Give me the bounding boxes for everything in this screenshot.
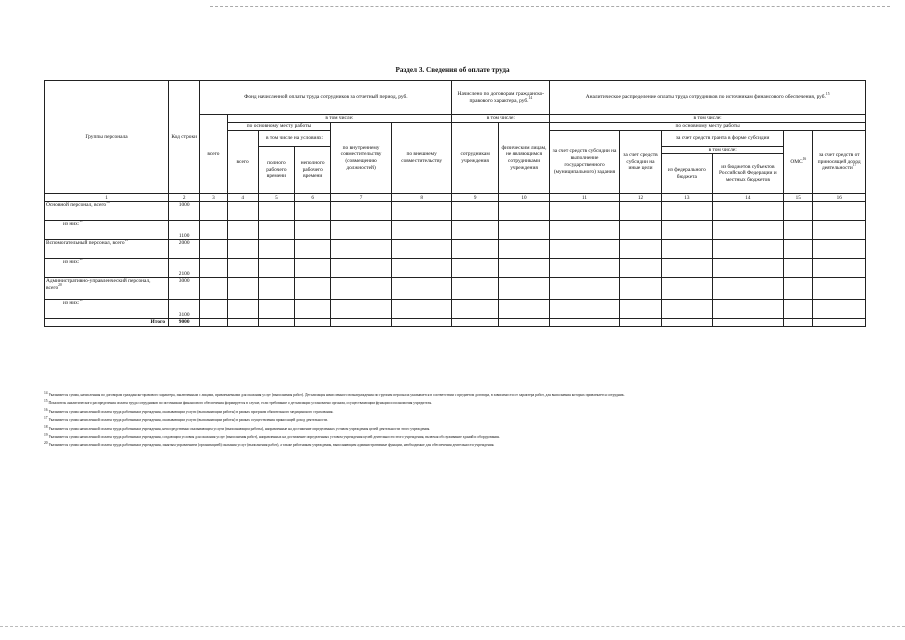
value-cell[interactable]: [498, 300, 549, 319]
value-cell[interactable]: [498, 259, 549, 278]
value-cell[interactable]: [784, 259, 813, 278]
column-number: 10: [498, 194, 549, 202]
row-label: из них:$^{11}$: [45, 259, 169, 278]
row-label: из них:$^{11}$: [45, 221, 169, 240]
value-cell[interactable]: [295, 202, 331, 221]
value-cell[interactable]: [550, 259, 620, 278]
value-cell[interactable]: [295, 278, 331, 300]
total-code: 9000: [169, 319, 200, 327]
value-cell[interactable]: [227, 240, 258, 259]
column-number: 16: [813, 194, 866, 202]
column-numbers-row: [45, 194, 866, 202]
table-row: [45, 278, 866, 300]
value-cell[interactable]: [391, 278, 452, 300]
total-value-cell[interactable]: [258, 319, 294, 327]
header-including-3: в том числе:: [550, 115, 866, 123]
value-cell[interactable]: [452, 221, 498, 240]
value-cell[interactable]: [295, 240, 331, 259]
row-label: Административно-управленческий персонал, всего$^{20}$: [45, 278, 169, 300]
value-cell[interactable]: [550, 221, 620, 240]
column-number: 7: [331, 194, 392, 202]
header-income-activity: за счет средств от приносящей доход деятельности$^{17}$: [813, 130, 866, 194]
header-grant: за счет средств гранта в форме субсидии: [662, 130, 784, 146]
value-cell[interactable]: [619, 300, 661, 319]
header-subsidy-state: за счет средств субсидии на выполнение государственного (муниципального) задания: [550, 130, 620, 194]
value-cell[interactable]: [619, 259, 661, 278]
value-cell[interactable]: [331, 259, 392, 278]
value-cell[interactable]: [391, 202, 452, 221]
value-cell[interactable]: [550, 300, 620, 319]
value-cell[interactable]: [662, 278, 712, 300]
header-including-1: в том числе:: [227, 115, 452, 123]
value-cell[interactable]: [550, 278, 620, 300]
value-cell[interactable]: [712, 221, 784, 240]
value-cell[interactable]: [391, 300, 452, 319]
salary-table: [44, 80, 866, 327]
value-cell[interactable]: [550, 202, 620, 221]
value-cell[interactable]: [712, 259, 784, 278]
header-from-regional: из бюджетов субъектов Российской Федерации и местных бюджетов: [712, 154, 784, 194]
column-number: 12: [619, 194, 661, 202]
value-cell[interactable]: [712, 278, 784, 300]
row-code: 2100: [169, 259, 200, 278]
column-number: 9: [452, 194, 498, 202]
value-cell[interactable]: [712, 300, 784, 319]
total-value-cell[interactable]: [331, 319, 392, 327]
value-cell[interactable]: [227, 221, 258, 240]
value-cell[interactable]: [331, 240, 392, 259]
value-cell[interactable]: [813, 240, 866, 259]
row-label: Вспомогательный персонал, всего$^{19}$: [45, 240, 169, 259]
header-fund-total: всего: [200, 115, 227, 194]
bottom-dashed-line: [0, 626, 905, 627]
footnote: $^{18}$ Указывается сумма начисленной оплаты труда работникам учреждения, непосредственно оказывающим услуги (выполняющим работы), направленные на достижение определенных уставом учреждения целей деятельности этого учреждения.: [44, 424, 431, 431]
row-code: 1100: [169, 221, 200, 240]
header-grant-including: в том числе:: [662, 146, 784, 154]
total-value-cell[interactable]: [391, 319, 452, 327]
footnote: $^{17}$ Указывается сумма начисленной оплаты труда работникам учреждения, оказывающим услуги (выполняющим работы) в рамках осуществления приносящей доход деятельности.: [44, 416, 329, 423]
total-row: [45, 319, 866, 327]
value-cell[interactable]: [784, 221, 813, 240]
value-cell[interactable]: [498, 278, 549, 300]
value-cell[interactable]: [258, 278, 294, 300]
value-cell[interactable]: [258, 221, 294, 240]
footnote: $^{15}$ Показатель аналитического распределения оплаты труда сотрудников по источникам финансового обеспечения формируется в случае, если требование о детализации установлено органом, осуществляющим функции и полномочия учредителя.: [44, 399, 432, 406]
column-number: 15: [784, 194, 813, 202]
value-cell[interactable]: [227, 202, 258, 221]
column-number: 2: [169, 194, 200, 202]
header-subsidy-other: за счет средств субсидии на иные цели: [619, 130, 661, 194]
value-cell[interactable]: [452, 278, 498, 300]
total-value-cell[interactable]: [227, 319, 258, 327]
value-cell[interactable]: [452, 300, 498, 319]
value-cell[interactable]: [784, 300, 813, 319]
value-cell[interactable]: [227, 278, 258, 300]
value-cell[interactable]: [391, 221, 452, 240]
row-label: из них:$^{11}$: [45, 300, 169, 319]
header-internal-combo: по внутреннему совместительству (совмещению должностей): [331, 122, 392, 194]
total-value-cell[interactable]: [550, 319, 620, 327]
column-number: 5: [258, 194, 294, 202]
value-cell[interactable]: [200, 202, 227, 221]
header-analytic: Аналитическое распределение оплаты труда сотрудников по источникам финансового обеспечения, руб.$^{15}$: [550, 81, 866, 115]
row-code: 1000: [169, 202, 200, 221]
value-cell[interactable]: [784, 202, 813, 221]
total-value-cell[interactable]: [295, 319, 331, 327]
value-cell[interactable]: [662, 202, 712, 221]
footnote: $^{14}$ Указывается сумма, начисленная по договорам гражданско-правового характера, заключенным с лицами, привлекаемыми для оказания услуг (выполнения работ). Детализация начисленного вознаграждения по группам персонала указывается в соответствии с предметом договора, в зависимости от характера работ, для выполнения которых привлекается сотрудник.: [44, 391, 625, 398]
value-cell[interactable]: [452, 259, 498, 278]
value-cell[interactable]: [227, 259, 258, 278]
value-cell[interactable]: [712, 202, 784, 221]
section-title: Раздел 3. Сведения об оплате труда: [395, 66, 510, 74]
value-cell[interactable]: [662, 221, 712, 240]
value-cell[interactable]: [712, 240, 784, 259]
table-row: [45, 240, 866, 259]
table-row: [45, 202, 866, 221]
header-external-combo: по внешнему совместительству: [391, 122, 452, 194]
value-cell[interactable]: [498, 221, 549, 240]
total-value-cell[interactable]: [784, 319, 813, 327]
total-value-cell[interactable]: [498, 319, 549, 327]
value-cell[interactable]: [550, 240, 620, 259]
value-cell[interactable]: [784, 278, 813, 300]
value-cell[interactable]: [200, 240, 227, 259]
value-cell[interactable]: [498, 240, 549, 259]
total-value-cell[interactable]: [619, 319, 661, 327]
value-cell[interactable]: [295, 259, 331, 278]
value-cell[interactable]: [227, 300, 258, 319]
column-number: 8: [391, 194, 452, 202]
column-number: 13: [662, 194, 712, 202]
value-cell[interactable]: [813, 221, 866, 240]
value-cell[interactable]: [619, 202, 661, 221]
value-cell[interactable]: [619, 278, 661, 300]
column-number: 4: [227, 194, 258, 202]
value-cell[interactable]: [813, 202, 866, 221]
column-number: 6: [295, 194, 331, 202]
value-cell[interactable]: [258, 202, 294, 221]
footnote: $^{20}$ Указывается сумма начисленной оплаты труда работникам учреждения, занятым управлением (организацией) оказания услуг (выполнения работ), а также работникам учреждения, выполняющим административные функции, необходимые для обеспечения деятельности учреждения.: [44, 441, 495, 448]
value-cell[interactable]: [813, 278, 866, 300]
value-cell[interactable]: [331, 300, 392, 319]
header-main-place-2: по основному месту работы: [550, 122, 866, 130]
header-main-place-1: по основному месту работы: [227, 122, 331, 130]
table-row: [45, 221, 866, 240]
value-cell[interactable]: [784, 240, 813, 259]
header-groups: Группы персонала: [45, 81, 169, 194]
top-dashed-line: [210, 6, 890, 7]
table-row: [45, 300, 866, 319]
header-oms: ОМС$^{16}$: [784, 130, 813, 194]
header-from-federal: из федерального бюджета: [662, 154, 712, 194]
value-cell[interactable]: [200, 221, 227, 240]
value-cell[interactable]: [258, 300, 294, 319]
value-cell[interactable]: [391, 240, 452, 259]
value-cell[interactable]: [662, 300, 712, 319]
row-code: 3100: [169, 300, 200, 319]
value-cell[interactable]: [200, 259, 227, 278]
total-value-cell[interactable]: [813, 319, 866, 327]
total-value-cell[interactable]: [200, 319, 227, 327]
header-part-time: неполного рабочего времени: [295, 146, 331, 194]
value-cell[interactable]: [619, 240, 661, 259]
column-number: 14: [712, 194, 784, 202]
column-number: 11: [550, 194, 620, 202]
header-gph: Начислено по договорам гражданско-правового характера, руб.$^{14}$: [452, 81, 550, 115]
row-code: 2000: [169, 240, 200, 259]
table-row: [45, 259, 866, 278]
header-to-individuals: физическим лицам, не являющимся сотрудниками учреждения: [498, 122, 549, 194]
value-cell[interactable]: [498, 202, 549, 221]
header-full-time: полного рабочего времени: [258, 146, 294, 194]
column-number: 3: [200, 194, 227, 202]
value-cell[interactable]: [452, 202, 498, 221]
value-cell[interactable]: [295, 221, 331, 240]
footnotes: [44, 393, 866, 452]
header-code: Код строки: [169, 81, 200, 194]
value-cell[interactable]: [331, 278, 392, 300]
value-cell[interactable]: [391, 259, 452, 278]
total-value-cell[interactable]: [452, 319, 498, 327]
footnote: $^{19}$ Указывается сумма начисленной оплаты труда работникам учреждения, создающим условия для оказания услуг (выполнения работ), направленных на достижение определенных уставом учреждения целей деятельности этого учреждения, включая обслуживание зданий и оборудования.: [44, 432, 500, 440]
header-main-total: всего: [227, 130, 258, 194]
footnote: $^{16}$ Указывается сумма начисленной оплаты труда работникам учреждения, оказывающим услуги (выполняющим работы) в рамках программ обязательного медицинского страхования.: [44, 407, 334, 414]
total-value-cell[interactable]: [712, 319, 784, 327]
value-cell[interactable]: [200, 278, 227, 300]
value-cell[interactable]: [331, 221, 392, 240]
header-to-employees: сотрудникам учреждения: [452, 122, 498, 194]
row-code: 3000: [169, 278, 200, 300]
value-cell[interactable]: [258, 240, 294, 259]
column-number: 1: [45, 194, 169, 202]
total-value-cell[interactable]: [662, 319, 712, 327]
total-label: Итого: [45, 319, 169, 327]
value-cell[interactable]: [813, 300, 866, 319]
value-cell[interactable]: [813, 259, 866, 278]
value-cell[interactable]: [619, 221, 661, 240]
value-cell[interactable]: [295, 300, 331, 319]
header-fund: Фонд начисленной оплаты труда сотрудников за отчетный период, руб.: [200, 81, 452, 115]
value-cell[interactable]: [662, 240, 712, 259]
value-cell[interactable]: [258, 259, 294, 278]
value-cell[interactable]: [200, 300, 227, 319]
header-including-conditions: в том числе на условиях:: [258, 130, 331, 146]
row-label: Основной персонал, всего$^{18}$: [45, 202, 169, 221]
value-cell[interactable]: [662, 259, 712, 278]
value-cell[interactable]: [331, 202, 392, 221]
header-including-2: в том числе:: [452, 115, 550, 123]
value-cell[interactable]: [452, 240, 498, 259]
